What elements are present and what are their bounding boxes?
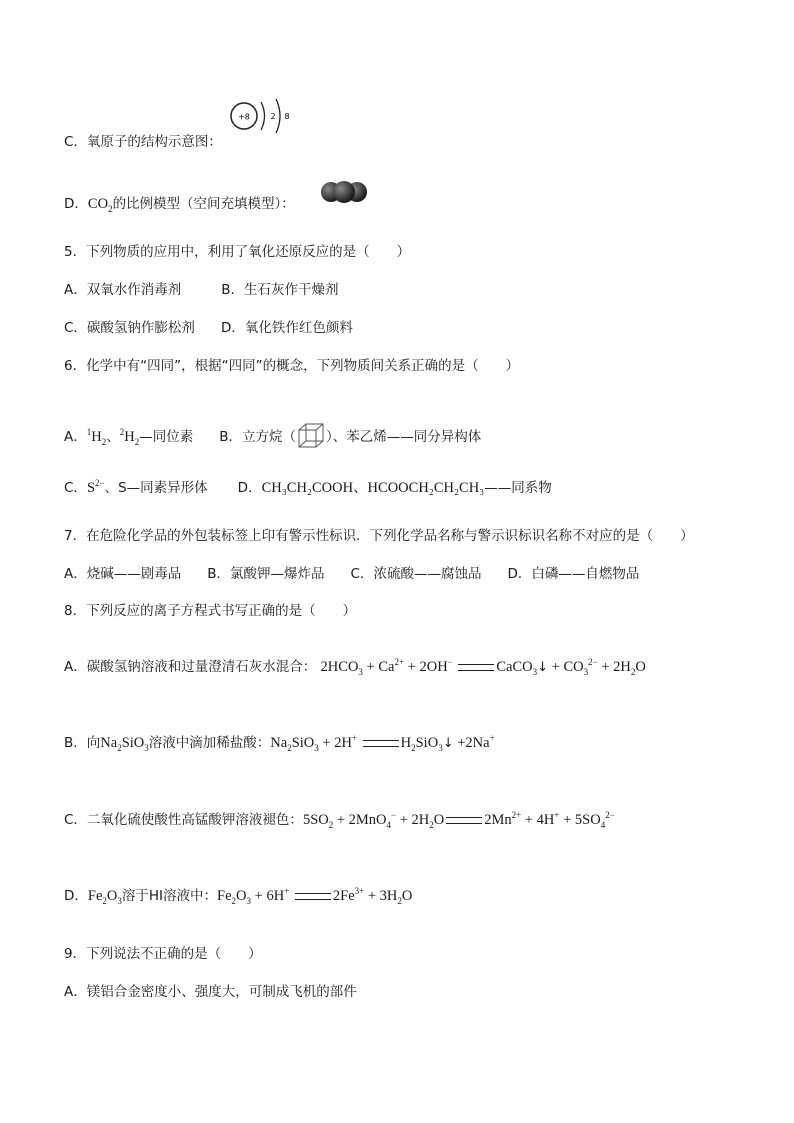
q6-option-d-label: D． — [237, 480, 262, 496]
q8-option-c-equation: $5SO_2 + 2MnO_4^- + 2H_2O$ $2Mn^{2+} + 4H^+ + 5SO_4^{2-}$ — [302, 810, 615, 830]
nucleus-charge: +8 — [238, 112, 250, 122]
iron-oxide-formula: $Fe_2O_3$ — [87, 888, 122, 906]
q8-option-c-text: C．二氧化硫使酸性高锰酸钾溶液褪色： — [64, 812, 303, 828]
q6-option-a-label: A． — [64, 429, 87, 445]
q8-option-b-text: B．向 — [64, 735, 101, 751]
q4-option-c — [64, 132, 222, 152]
q9-option-a: A．镁铝合金密度小、强度大，可制成飞机的部件 — [64, 984, 357, 1000]
q8-option-d-label: D． — [64, 888, 88, 904]
co2-formula — [88, 196, 113, 212]
q5-option-c: C．碳酸氢钠作膨松剂 — [64, 320, 195, 336]
hydrogen-sub-1: 2 — [101, 436, 107, 447]
oxygen-atom-diagram — [228, 96, 298, 136]
q6-option-b-relation: ）、苯乙烯——同分异构体 — [325, 429, 482, 445]
q7-option-b: B．氯酸钾—爆炸品 — [207, 566, 325, 582]
q8-option-b-equation: $Na_2SiO_3 + 2H^+$ $H_2SiO_3↓ +2Na^+$ — [270, 733, 495, 753]
co2-formula-main: CO — [87, 196, 109, 212]
q5-options-row2 — [64, 318, 353, 338]
shell-2-electrons: 8 — [284, 112, 290, 121]
sodium-silicate-formula: $Na_2SiO_3$ — [100, 735, 149, 753]
q7-option-a: A．烧碱——剧毒品 — [64, 566, 182, 582]
q5-stem: 5．下列物质的应用中，利用了氧化还原反应的是（ ） — [64, 244, 411, 260]
hydrogen-isotope-2 — [120, 429, 139, 445]
q7-option-c: C．浓硫酸——腐蚀品 — [350, 566, 482, 582]
q4-option-d — [64, 194, 295, 214]
q5-option-b: B．生石灰作干燥剂 — [221, 282, 339, 298]
q9-stem: 9．下列说法不正确的是（ ） — [64, 946, 262, 962]
q6-options-row2 — [64, 478, 552, 498]
isotope-mass-2: 2 — [119, 427, 125, 437]
hydrogen-sub-2: 2 — [134, 436, 140, 447]
q6-option-b-text: B．立方烷（ — [219, 429, 296, 445]
q8-option-b — [64, 733, 495, 754]
hydrogen-isotopes — [87, 429, 106, 445]
shell-1-electrons: 2 — [270, 112, 276, 121]
q5-option-d: D．氧化铁作红色颜料 — [220, 320, 353, 336]
q6-options-row1 — [64, 421, 481, 451]
q8-option-a-text: A．碳酸氢钠溶液和过量澄清石灰水混合： — [64, 659, 317, 675]
q7-stem: 7．在危险化学品的外包装标签上印有警示性标识．下列化学品名称与警示识标识名称不对应的是（ ） — [64, 528, 694, 544]
q5-options-row1 — [64, 280, 339, 300]
hydrogen-symbol-1: H — [91, 429, 102, 445]
isotope-mass-1: 1 — [86, 427, 92, 437]
sulfur-symbol: S — [86, 480, 96, 496]
q8-option-b-text2: 溶液中滴加稀盐酸： — [148, 735, 271, 751]
q6-option-d-relation: ——同系物 — [484, 480, 552, 496]
q6-stem: 6．化学中有“四同”，根据“四同”的概念，下列物质间关系正确的是（ ） — [64, 358, 520, 374]
q6-option-c-relation: 、S—同素异形体 — [104, 480, 208, 496]
sulfide-ion — [87, 480, 105, 496]
separator: 、 — [106, 429, 120, 445]
q8-option-d-equation: $Fe_2O_3 + 6H^+$ $2Fe^{3+} + 3H_2O$ — [217, 886, 413, 906]
q8-option-a-equation: $2HCO_3 + Ca^{2+} + 2OH^-$ CaCO$_3$↓ + $CO_3^{2-} + 2H_2O$ — [320, 657, 646, 677]
q4-option-d-label: D． — [64, 196, 88, 212]
q8-option-a — [64, 657, 646, 678]
q8-option-c — [64, 810, 615, 830]
q4-option-d-text: 的比例模型（空间充填模型）： — [112, 196, 295, 212]
q8-stem: 8．下列反应的离子方程式书写正确的是（ ） — [64, 603, 357, 619]
q6-option-a-relation: —同位素 — [139, 429, 194, 445]
q7-options — [64, 564, 639, 584]
q6-option-c-label: C． — [64, 480, 87, 496]
co2-formula-sub: 2 — [108, 203, 113, 214]
q4-option-c-text: C．氧原子的结构示意图： — [64, 134, 222, 150]
sulfide-charge: 2− — [95, 478, 105, 489]
q8-option-d-text: 溶于HI溶液中： — [121, 888, 218, 904]
propanoic-acid-and-propyl-formate: CH₃CH₂COOH、HCOOCH₂CH₂CH₃ — [261, 480, 485, 496]
q5-option-a: A．双氧水作消毒剂 — [64, 282, 182, 298]
q8-option-d — [64, 886, 412, 906]
co2-space-filling-model — [320, 179, 368, 205]
hydrogen-symbol-2: H — [124, 429, 135, 445]
cubane-structure-icon — [296, 421, 326, 451]
q7-option-d: D．白磷——自燃物品 — [507, 566, 640, 582]
